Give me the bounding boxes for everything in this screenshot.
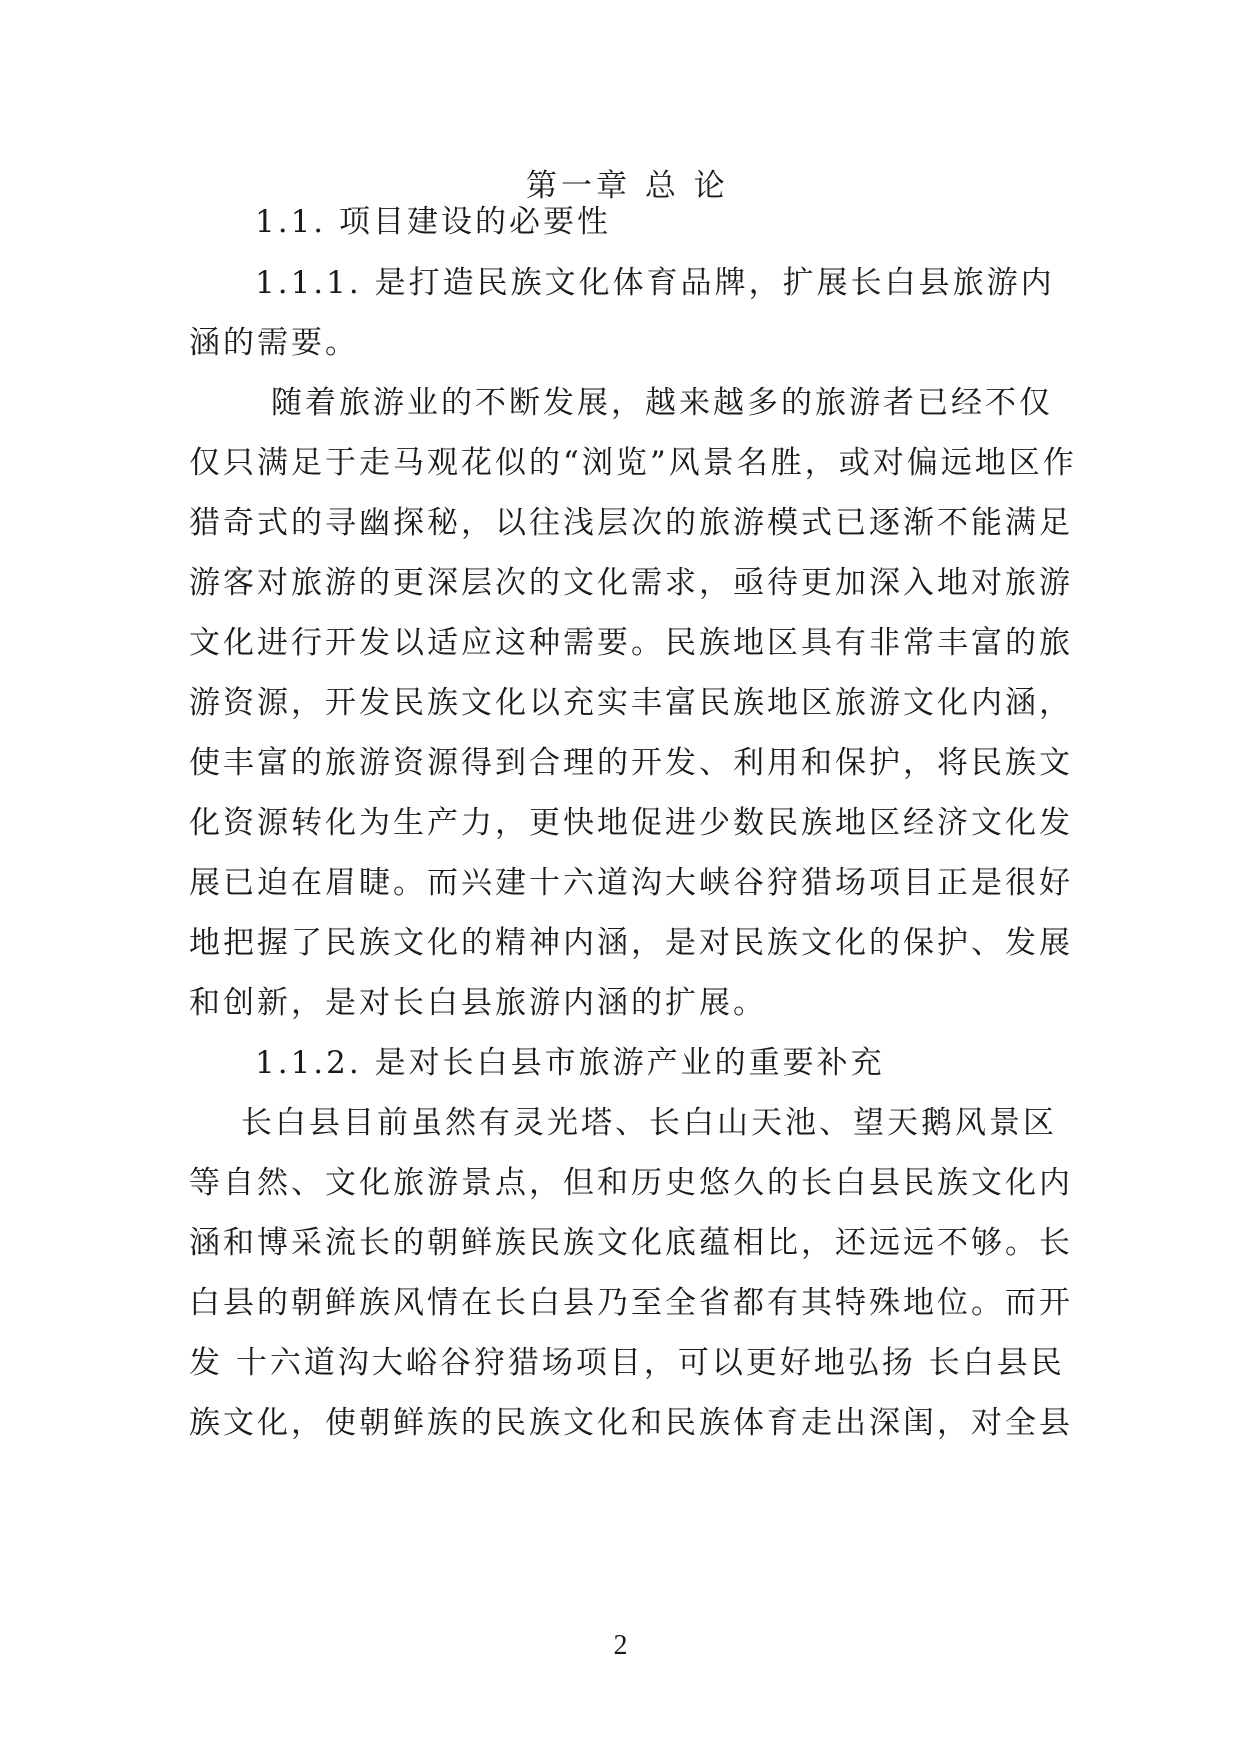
paragraph-line: 白县的朝鲜族风情在长白县乃至全省都有其特殊地位。而开	[189, 1285, 1073, 1321]
paragraph-line: 游客对旅游的更深层次的文化需求，亟待更加深入地对旅游	[189, 565, 1073, 601]
section-heading-1-1: 1.1. 项目建设的必要性	[255, 204, 612, 240]
paragraph-line: 随着旅游业的不断发展，越来越多的旅游者已经不仅	[271, 385, 1053, 421]
paragraph-line: 仅只满足于走马观花似的“浏览”风景名胜，或对偏远地区作	[189, 445, 1077, 481]
page-number: 2	[613, 1630, 628, 1661]
paragraph-line: 文化进行开发以适应这种需要。民族地区具有非常丰富的旅	[189, 625, 1073, 661]
paragraph-line: 使丰富的旅游资源得到合理的开发、利用和保护，将民族文	[189, 745, 1073, 781]
paragraph-line: 和创新，是对长白县旅游内涵的扩展。	[189, 985, 767, 1021]
paragraph-line: 长白县目前虽然有灵光塔、长白山天池、望天鹅风景区	[241, 1105, 1057, 1141]
chapter-title: 第一章 总 论	[526, 168, 729, 204]
paragraph-line: 展已迫在眉睫。而兴建十六道沟大峡谷狩猎场项目正是很好	[189, 865, 1073, 901]
paragraph-line: 发 十六道沟大峪谷狩猎场项目，可以更好地弘扬 长白县民	[189, 1345, 1065, 1381]
paragraph-line: 化资源转化为生产力，更快地促进少数民族地区经济文化发	[189, 805, 1073, 841]
paragraph-line: 地把握了民族文化的精神内涵，是对民族文化的保护、发展	[189, 925, 1073, 961]
paragraph-line: 猎奇式的寻幽探秘，以往浅层次的旅游模式已逐渐不能满足	[189, 505, 1073, 541]
paragraph-line: 族文化，使朝鲜族的民族文化和民族体育走出深闺，对全县	[189, 1405, 1073, 1441]
paragraph-line: 涵和博采流长的朝鲜族民族文化底蕴相比，还远远不够。长	[189, 1225, 1073, 1261]
paragraph-line: 等自然、文化旅游景点，但和历史悠久的长白县民族文化内	[189, 1165, 1073, 1201]
section-heading-1-1-1: 1.1.1. 是打造民族文化体育品牌，扩展长白县旅游内	[255, 265, 1055, 301]
paragraph-line: 游资源，开发民族文化以充实丰富民族地区旅游文化内涵，	[189, 685, 1073, 721]
section-heading-1-1-1-continued: 涵的需要。	[189, 325, 359, 361]
section-heading-1-1-2: 1.1.2. 是对长白县市旅游产业的重要补充	[255, 1045, 885, 1081]
